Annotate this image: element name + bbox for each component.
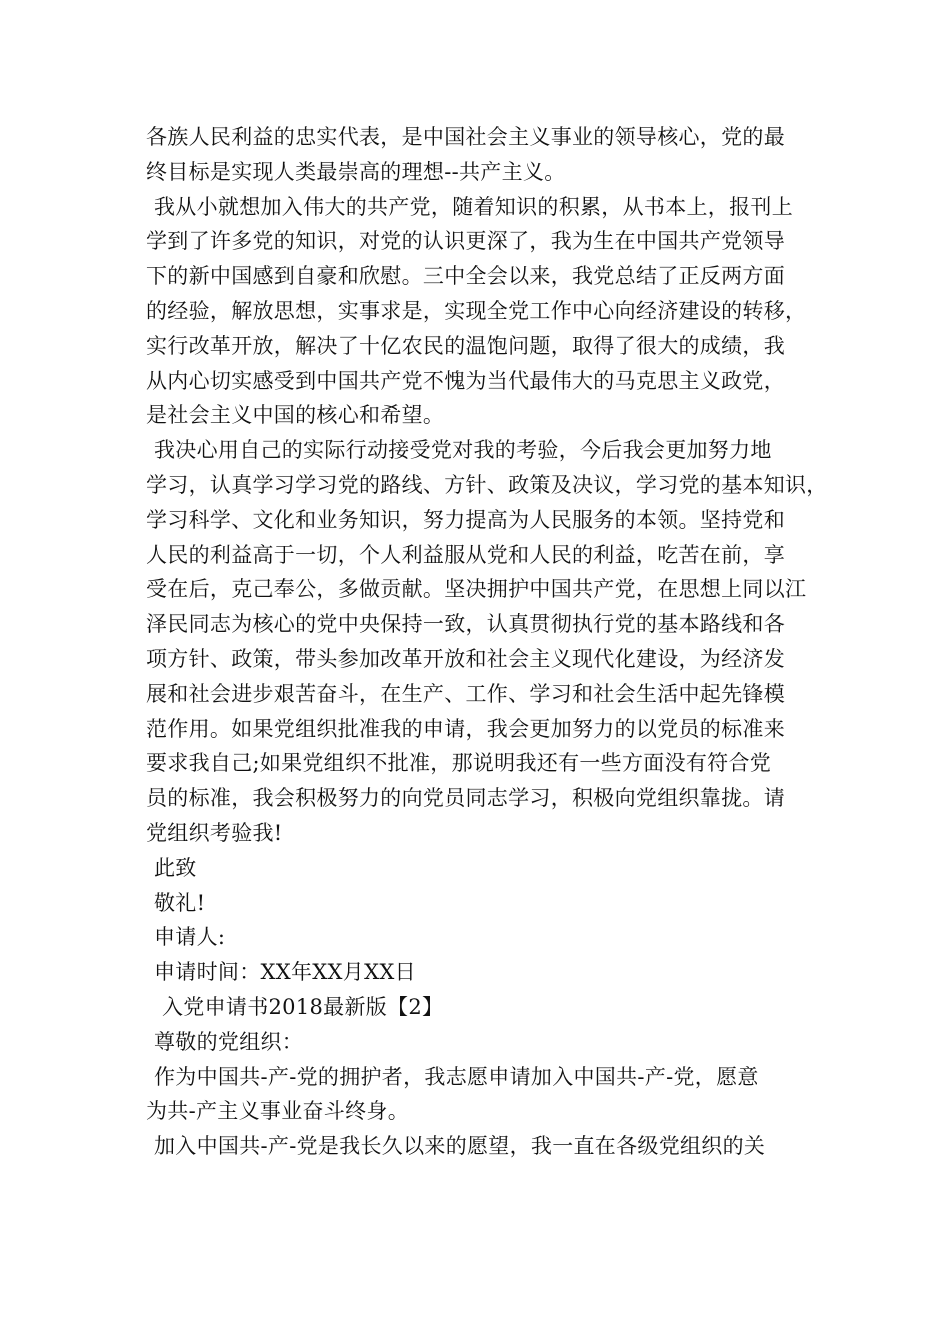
text-line: 下的新中国感到自豪和欣慰。三中全会以来，我党总结了正反两方面 [146,264,785,289]
text-line: 作为中国共-产-党的拥护者，我志愿申请加入中国共-产-党，愿意 [154,1064,759,1089]
text-line: 受在后，克己奉公，多做贡献。坚决拥护中国共产党，在思想上同以江 [146,577,807,602]
document-body [146,120,826,1164]
text-line: 为共-产主义事业奋斗终身。 [146,1099,409,1124]
text-line: 展和社会进步艰苦奋斗，在生产、工作、学习和社会生活中起先锋模 [146,681,785,706]
text-line: 是社会主义中国的核心和希望。 [146,403,445,428]
text-line: 我决心用自己的实际行动接受党对我的考验，今后我会更加努力地 [154,438,772,463]
text-line: 项方针、政策，带头参加改革开放和社会主义现代化建设，为经济发 [146,646,785,671]
text-line: 党组织考验我! [146,820,283,845]
text-line: 学习科学、文化和业务知识，努力提高为人民服务的本领。坚持党和 [146,507,785,532]
text-line: 学到了许多党的知识，对党的认识更深了，我为生在中国共产党领导 [146,229,785,254]
text-line: 范作用。如果党组织批准我的申请，我会更加努力的以党员的标准来 [146,716,785,741]
text-line: 学习，认真学习学习党的路线、方针、政策及决议，学习党的基本知识， [146,472,828,497]
text-line: 从内心切实感受到中国共产党不愧为当代最伟大的马克思主义政党， [146,368,785,393]
text-line: 入党申请书2018最新版【2】 [162,994,444,1019]
text-line: 人民的利益高于一切，个人利益服从党和人民的利益，吃苦在前，享 [146,542,785,567]
text-line: 申请人: [154,925,226,950]
text-line: 终目标是实现人类最崇高的理想--共产主义。 [146,159,566,184]
text-line: 敬礼! [154,890,206,915]
text-line: 要求我自己;如果党组织不批准，那说明我还有一些方面没有符合党 [146,751,772,776]
text-line: 各族人民利益的忠实代表，是中国社会主义事业的领导核心，党的最 [146,125,785,149]
text-line: 申请时间：XX年XX月XX日 [154,960,416,985]
text-line: 尊敬的党组织： [154,1029,304,1054]
text-line: 实行改革开放，解决了十亿农民的温饱问题，取得了很大的成绩，我 [146,333,785,358]
text-line: 的经验，解放思想，实事求是，实现全党工作中心向经济建设的转移， [146,298,807,323]
text-line: 加入中国共-产-党是我长久以来的愿望，我一直在各级党组织的关 [154,1134,766,1159]
text-line: 员的标准，我会积极努力的向党员同志学习，积极向党组织靠拢。请 [146,786,785,811]
text-line: 此致 [154,855,197,880]
text-line: 我从小就想加入伟大的共产党，随着知识的积累，从书本上，报刊上 [154,194,793,219]
text-line: 泽民同志为核心的党中央保持一致，认真贯彻执行党的基本路线和各 [146,612,785,637]
